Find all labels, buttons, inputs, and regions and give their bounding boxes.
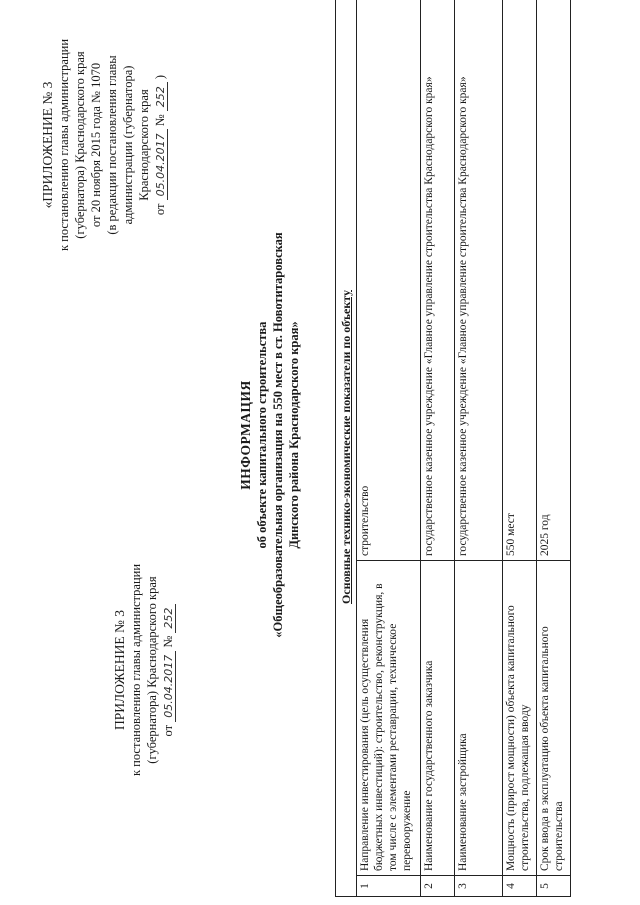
handwritten-number: 252 <box>154 82 168 111</box>
right-stamp-line: к постановлению главы администрации <box>57 38 71 252</box>
closing-paren: ) <box>153 74 167 80</box>
handwritten-number: 252 <box>162 604 176 633</box>
right-stamp-line: (в редакции постановления главы <box>105 55 119 235</box>
row-value: 2025 год <box>537 0 571 561</box>
row-number: 5 <box>537 876 571 897</box>
right-stamp-date-line <box>152 5 168 285</box>
handwritten-date: 05.04.2017 <box>162 651 176 722</box>
table-header-row <box>336 0 357 897</box>
left-stamp-line: (губернатора) Краснодарского края <box>145 576 159 764</box>
number-prefix: № <box>153 114 167 127</box>
table-row <box>357 0 421 897</box>
row-label: Срок ввода в эксплуатацию объекта капитального строительства <box>537 561 571 876</box>
indicators-table <box>335 0 571 897</box>
document-subheading: об объекте капитального строительства <box>255 321 269 549</box>
row-number: 1 <box>357 876 421 897</box>
row-value: государственное казенное учреждение «Главное управление строительства Краснодарского края» <box>455 0 503 561</box>
row-number: 2 <box>421 876 455 897</box>
right-stamp-line: Краснодарского края <box>137 89 151 201</box>
left-stamp-date-line <box>160 555 176 785</box>
left-stamp-line: к постановлению главы администрации <box>129 563 143 777</box>
row-label: Наименование застройщика <box>455 561 503 876</box>
right-stamp-line: (губернатора) Краснодарского края <box>73 51 87 239</box>
object-name-line-2: Динского района Краснодарского края» <box>287 321 301 549</box>
document-heading: ИНФОРМАЦИЯ <box>238 380 253 490</box>
handwritten-date: 05.04.2017 <box>154 129 168 200</box>
left-appendix-stamp <box>112 555 176 785</box>
row-value: государственное казенное учреждение «Главное управление строительства Краснодарского края» <box>421 0 455 561</box>
number-prefix: № <box>161 635 175 648</box>
right-stamp-title: «ПРИЛОЖЕНИЕ № 3 <box>40 81 55 209</box>
table-header: Основные технико-экономические показатели по объекту <box>336 0 357 897</box>
table-row <box>503 0 537 897</box>
right-stamp-line: администрации (губернатора) <box>121 65 135 225</box>
right-appendix-stamp <box>40 5 168 285</box>
table-row <box>455 0 503 897</box>
row-label: Мощность (прирост мощности) объекта капитального строительства, подлежащая вводу <box>503 561 537 876</box>
row-label: Наименование государственного заказчика <box>421 561 455 876</box>
row-label: Направление инвестирования (цель осуществления бюджетных инвестиций): строительство, реконструкция, в том числе с элементами реставрации, техническое перевооружение <box>357 561 421 876</box>
row-number: 4 <box>503 876 537 897</box>
row-value: 550 мест <box>503 0 537 561</box>
object-name-line-1: «Общеобразовательная организация на 550 мест в ст. Новотитаровская <box>271 232 285 638</box>
row-value: строительство <box>357 0 421 561</box>
left-stamp-title: ПРИЛОЖЕНИЕ № 3 <box>112 609 127 731</box>
date-prefix: от <box>161 724 175 737</box>
date-prefix: от <box>153 203 167 216</box>
table-row <box>421 0 455 897</box>
right-stamp-line: от 20 ноября 2015 года № 1070 <box>89 62 103 228</box>
table-row <box>537 0 571 897</box>
row-number: 3 <box>455 876 503 897</box>
document-title-block <box>238 165 302 705</box>
